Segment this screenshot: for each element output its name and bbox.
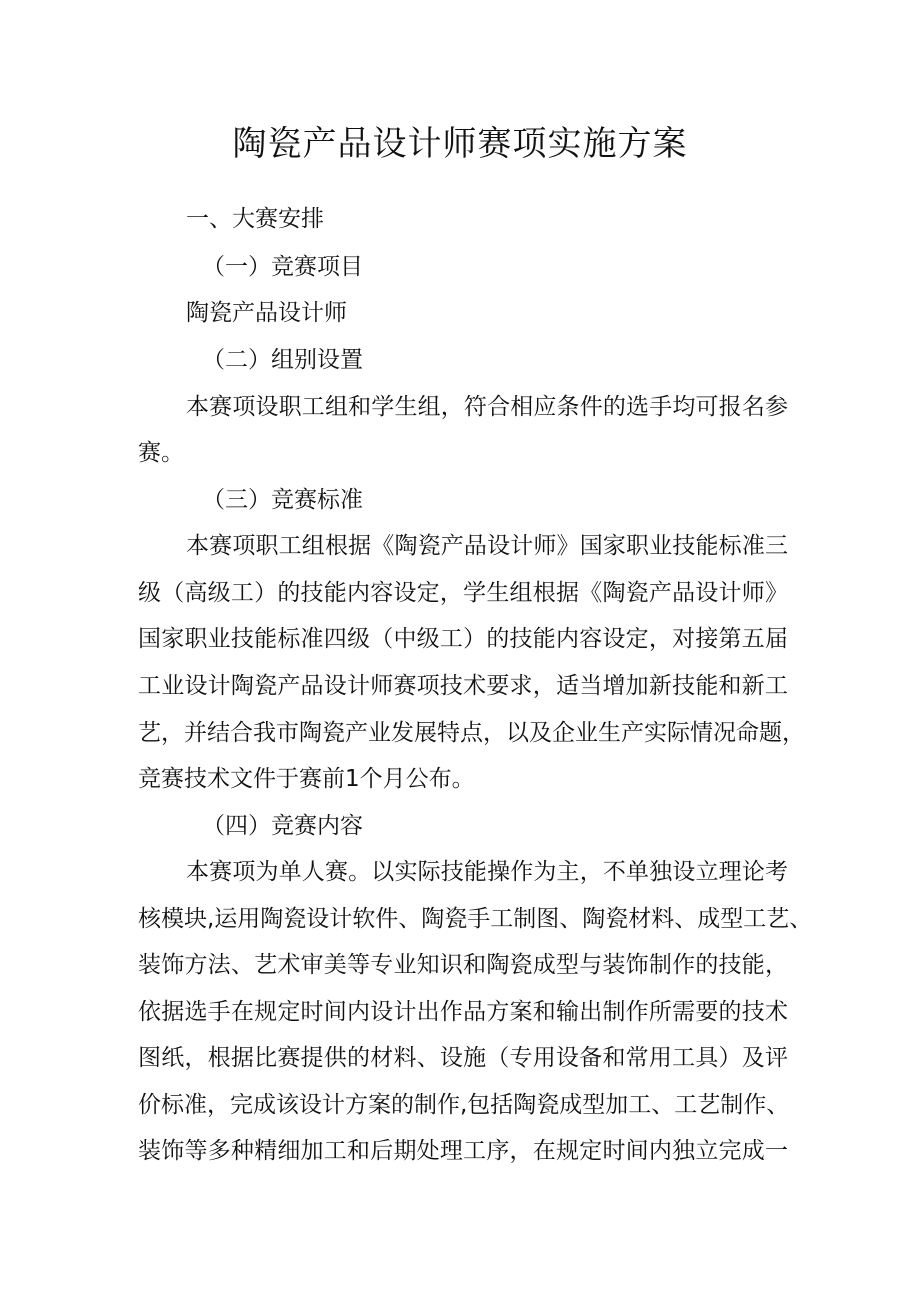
- paragraph-line: 竞赛技术文件于赛前1个月公布。: [138, 766, 475, 792]
- subsection-heading: （一）竞赛项目: [202, 254, 363, 280]
- paragraph-line: 装饰等多种精细加工和后期处理工序，在规定时间内独立完成一: [138, 1138, 788, 1164]
- paragraph-line: 本赛项为单人赛。以实际技能操作为主，不单独设立理论考: [186, 859, 788, 885]
- paragraph-line: 本赛项设职工组和学生组，符合相应条件的选手均可报名参: [186, 394, 788, 420]
- document-title: 陶瓷产品设计师赛项实施方案: [232, 124, 688, 164]
- paragraph-line: 艺，并结合我市陶瓷产业发展特点，以及企业生产实际情况命题，: [138, 720, 805, 746]
- paragraph-line: 工业设计陶瓷产品设计师赛项技术要求，适当增加新技能和新工: [138, 673, 788, 699]
- paragraph-line: 图纸，根据比赛提供的材料、设施（专用设备和常用工具）及评: [138, 1045, 788, 1071]
- subsection-heading: （四）竞赛内容: [202, 813, 363, 839]
- paragraph-line: 价标准，完成该设计方案的制作,包括陶瓷成型加工、工艺制作、: [138, 1092, 790, 1118]
- paragraph-line: 本赛项职工组根据《陶瓷产品设计师》国家职业技能标准三: [186, 533, 788, 559]
- subsection-heading: （二）组别设置: [202, 347, 363, 373]
- paragraph-line: 依据选手在规定时间内设计出作品方案和输出制作所需要的技术: [138, 999, 788, 1025]
- paragraph-line: 国家职业技能标准四级（中级工）的技能内容设定，对接第五届: [138, 626, 788, 652]
- paragraph-line: 装饰方法、艺术审美等专业知识和陶瓷成型与装饰制作的技能，: [138, 952, 788, 978]
- paragraph-line: 赛。: [138, 440, 184, 466]
- subsection-heading: （三）竞赛标准: [202, 487, 363, 513]
- section-heading: 一、大赛安排: [186, 206, 324, 232]
- paragraph-line: 陶瓷产品设计师: [186, 300, 347, 326]
- paragraph-line: 级（高级工）的技能内容设定，学生组根据《陶瓷产品设计师》: [138, 580, 788, 606]
- paragraph-line: 核模块,运用陶瓷设计软件、陶瓷手工制图、陶瓷材料、成型工艺、: [138, 906, 813, 932]
